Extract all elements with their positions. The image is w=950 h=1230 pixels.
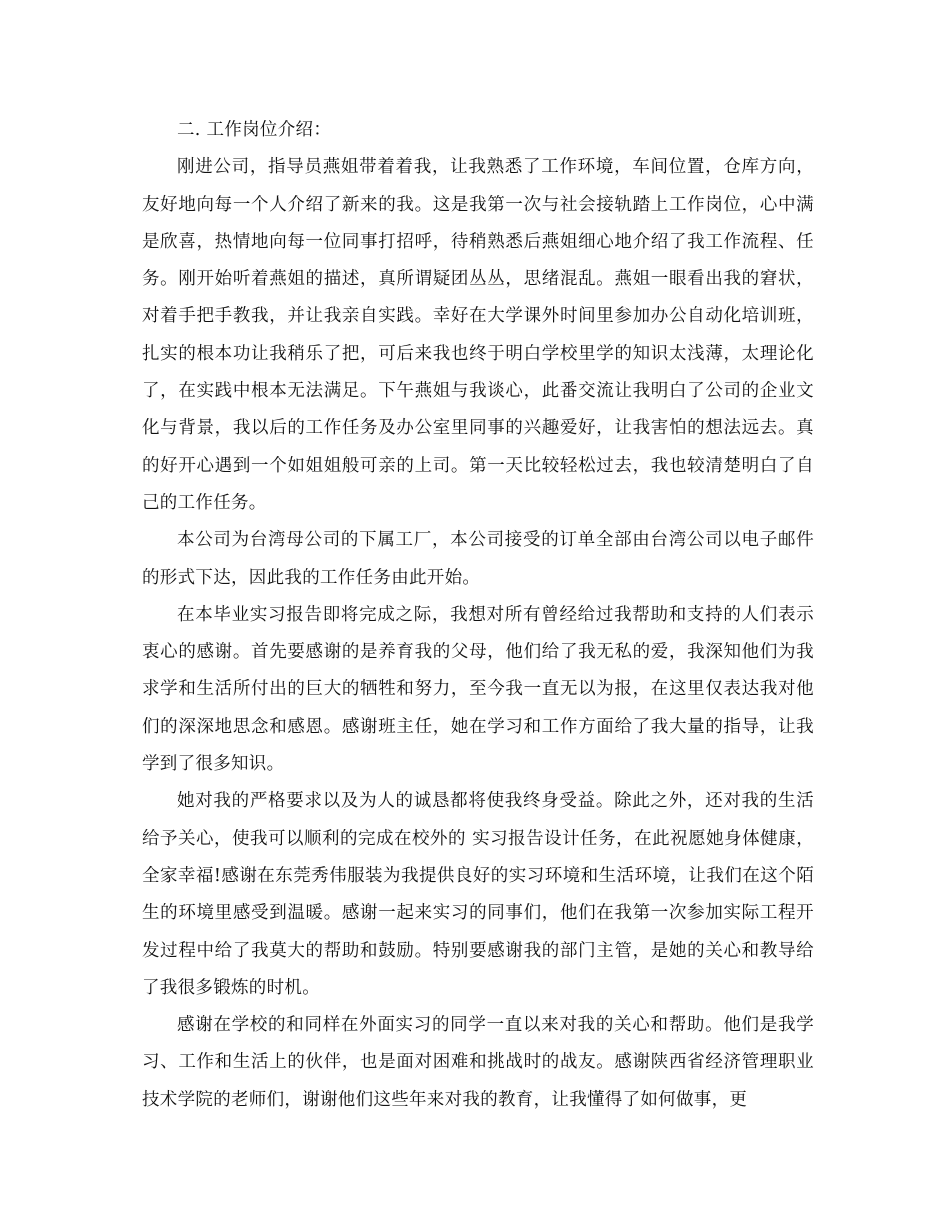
paragraph-thanks-parents: 在本毕业实习报告即将完成之际，我想对所有曾经给过我帮助和支持的人们表示衷心的感谢。首先要感谢的是养育我的父母，他们给了我无私的爱，我深知他们为我求学和生活所付出的巨大的牺牲和努力，至今我一直无以为报，在这里仅表达我对他们的深深地思念和感恩。感谢班主任，她在学习和工作方面给了我大量的指导，让我学到了很多知识。 bbox=[142, 604, 814, 775]
document-page bbox=[142, 112, 814, 1119]
paragraph-thanks-teacher: 她对我的严格要求以及为人的诚恳都将使我终身受益。除此之外，还对我的生活给予关心，使我可以顺利的完成在校外的 实习报告设计任务，在此祝愿她身体健康，全家幸福!感谢在东莞秀伟服装为我提供良好的实习环境和生活环境，让我们在这个陌生的环境里感受到温暖。感谢一起来实习的同事们，他们在我第一次参加实际工程开发过程中给了我莫大的帮助和鼓励。特别要感谢我的部门主管，是她的关心和教导给了我很多锻炼的时机。 bbox=[142, 791, 814, 998]
paragraph-job-intro: 刚进公司，指导员燕姐带着着我，让我熟悉了工作环境，车间位置，仓库方向，友好地向每一个人介绍了新来的我。这是我第一次与社会接轨踏上工作岗位，心中满是欣喜，热情地向每一位同事打招呼，待稍熟悉后燕姐细心地介绍了我工作流程、任务。刚开始听着燕姐的描述，真所谓疑团丛丛，思绪混乱。燕姐一眼看出我的窘状，对着手把手教我，并让我亲自实践。幸好在大学课外时间里参加办公自动化培训班，扎实的根本功让我稍乐了把，可后来我也终于明白学校里学的知识太浅薄，太理论化了，在实践中根本无法满足。下午燕姐与我谈心，此番交流让我明白了公司的企业文化与背景，我以后的工作任务及办公室里同事的兴趣爱好，让我害怕的想法远去。真的好开心遇到一个如姐姐般可亲的上司。第一天比较轻松过去，我也较清楚明白了自己的工作任务。 bbox=[142, 157, 814, 513]
paragraph-thanks-classmates: 感谢在学校的和同样在外面实习的同学一直以来对我的关心和帮助。他们是我学习、工作和生活上的伙伴，也是面对困难和挑战时的战友。感谢陕西省经济管理职业技术学院的老师们，谢谢他们这些年来对我的教育，让我懂得了如何做事，更 bbox=[142, 1015, 814, 1110]
section-heading: 二. 工作岗位介绍： bbox=[177, 120, 332, 140]
paragraph-company: 本公司为台湾母公司的下属工厂，本公司接受的订单全部由台湾公司以电子邮件的形式下达，因此我的工作任务由此开始。 bbox=[142, 530, 814, 588]
